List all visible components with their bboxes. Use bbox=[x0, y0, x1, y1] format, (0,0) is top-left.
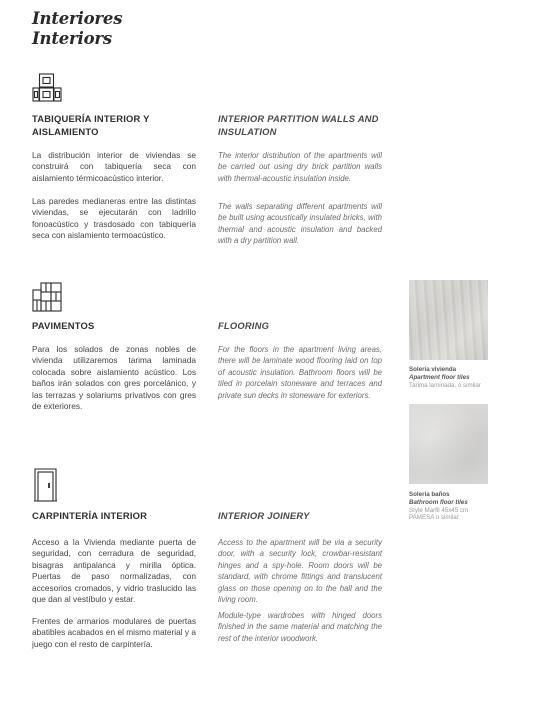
paragraph-en: Access to the apartment will be via a security door, with a security lock, crowbar-resistant hinges and a spy-hole. Room doors will be standard, with chrome fittings and translucent glass on those opening on to the hall and the living room. bbox=[218, 538, 382, 605]
section-heading-es: CARPINTERÍA INTERIOR bbox=[32, 510, 148, 521]
paragraph-en: Module-type wardrobes with hinged doors finished in the same material and matching the rest of the interior woodwork. bbox=[218, 611, 382, 643]
section-heading-es: PAVIMENTOS bbox=[32, 320, 95, 331]
sample-label-en: Bathroom floor tiles bbox=[409, 498, 468, 506]
sample-label-en: Apartment floor tiles bbox=[409, 373, 470, 381]
page-title-en: Interiors bbox=[32, 29, 112, 48]
bathroom-floor-sample-image bbox=[409, 404, 488, 484]
paragraph-es: Las paredes medianeras entre las distintas viviendas, se ejecutarán con ladrillo fonoacústico y trasdosado con tabiquería seca con aislamiento termoacústico. bbox=[32, 196, 196, 241]
paragraph-es: Para los solados de zonas nobles de vivienda utilizaremos tarima laminada colocada sobre aislamiento acústico. Los baños irán solados con gres porcelánico, y las terrazas y solariums privativos con gres de exteriores. bbox=[32, 344, 196, 412]
section-heading-en: INTERIOR JOINERY bbox=[218, 510, 310, 521]
sample-label-es: Solería vivienda bbox=[409, 366, 457, 373]
paragraph-en: The walls separating different apartments will be built using acoustically insulated bricks, with thermal and acoustic insulation and backed with a dry partition wall. bbox=[218, 202, 382, 246]
page-title-es: Interiores bbox=[32, 9, 123, 28]
paragraph-es: Frentes de armarios modulares de puertas abatibles acabados en el mismo material y a juego con el resto de carpintería. bbox=[32, 616, 196, 649]
door-icon bbox=[34, 468, 58, 502]
paragraph-es: La distribución interior de viviendas se construirá con tabiquería seca con aislamiento térmicoacústico interior. bbox=[32, 150, 196, 183]
brick-wall-icon bbox=[32, 73, 62, 102]
sample-caption bbox=[409, 491, 483, 522]
sample-caption bbox=[409, 366, 509, 389]
section-heading-en: INTERIOR PARTITION WALLS AND INSULATION bbox=[218, 113, 379, 137]
apartment-floor-sample-image bbox=[409, 280, 488, 360]
sample-detail: Tarima laminada, o similar bbox=[409, 381, 481, 389]
sample-label-es: Solería baños bbox=[409, 491, 450, 498]
section-heading-en: FLOORING bbox=[218, 320, 270, 331]
sample-detail: Style Marfil 45x45 cm PAMESA o similar bbox=[409, 506, 469, 522]
paragraph-en: For the floors in the apartment living areas, there will be laminate wood flooring laid on top of acoustic insulation. Bathroom floors will be tiled in porcelain stoneware and terraces and private sun decks in stoneware for exteriors. bbox=[218, 345, 382, 400]
floor-tiles-icon bbox=[32, 282, 62, 312]
paragraph-es: Acceso a la Vivienda mediante puerta de seguridad, con cerradura de seguridad, bisagras antipalanca y mirilla óptica. Puertas de paso normalizadas, con accesorios cromados, y vidrio traslucido las que dan al vestíbulo y estar. bbox=[32, 537, 196, 605]
section-heading-es: TABIQUERÍA INTERIOR Y AISLAMIENTO bbox=[32, 113, 150, 137]
paragraph-en: The interior distribution of the apartments will be carried out using dry brick partition walls with thermal-acoustic insulation inside. bbox=[218, 151, 382, 183]
page-title bbox=[32, 9, 122, 49]
